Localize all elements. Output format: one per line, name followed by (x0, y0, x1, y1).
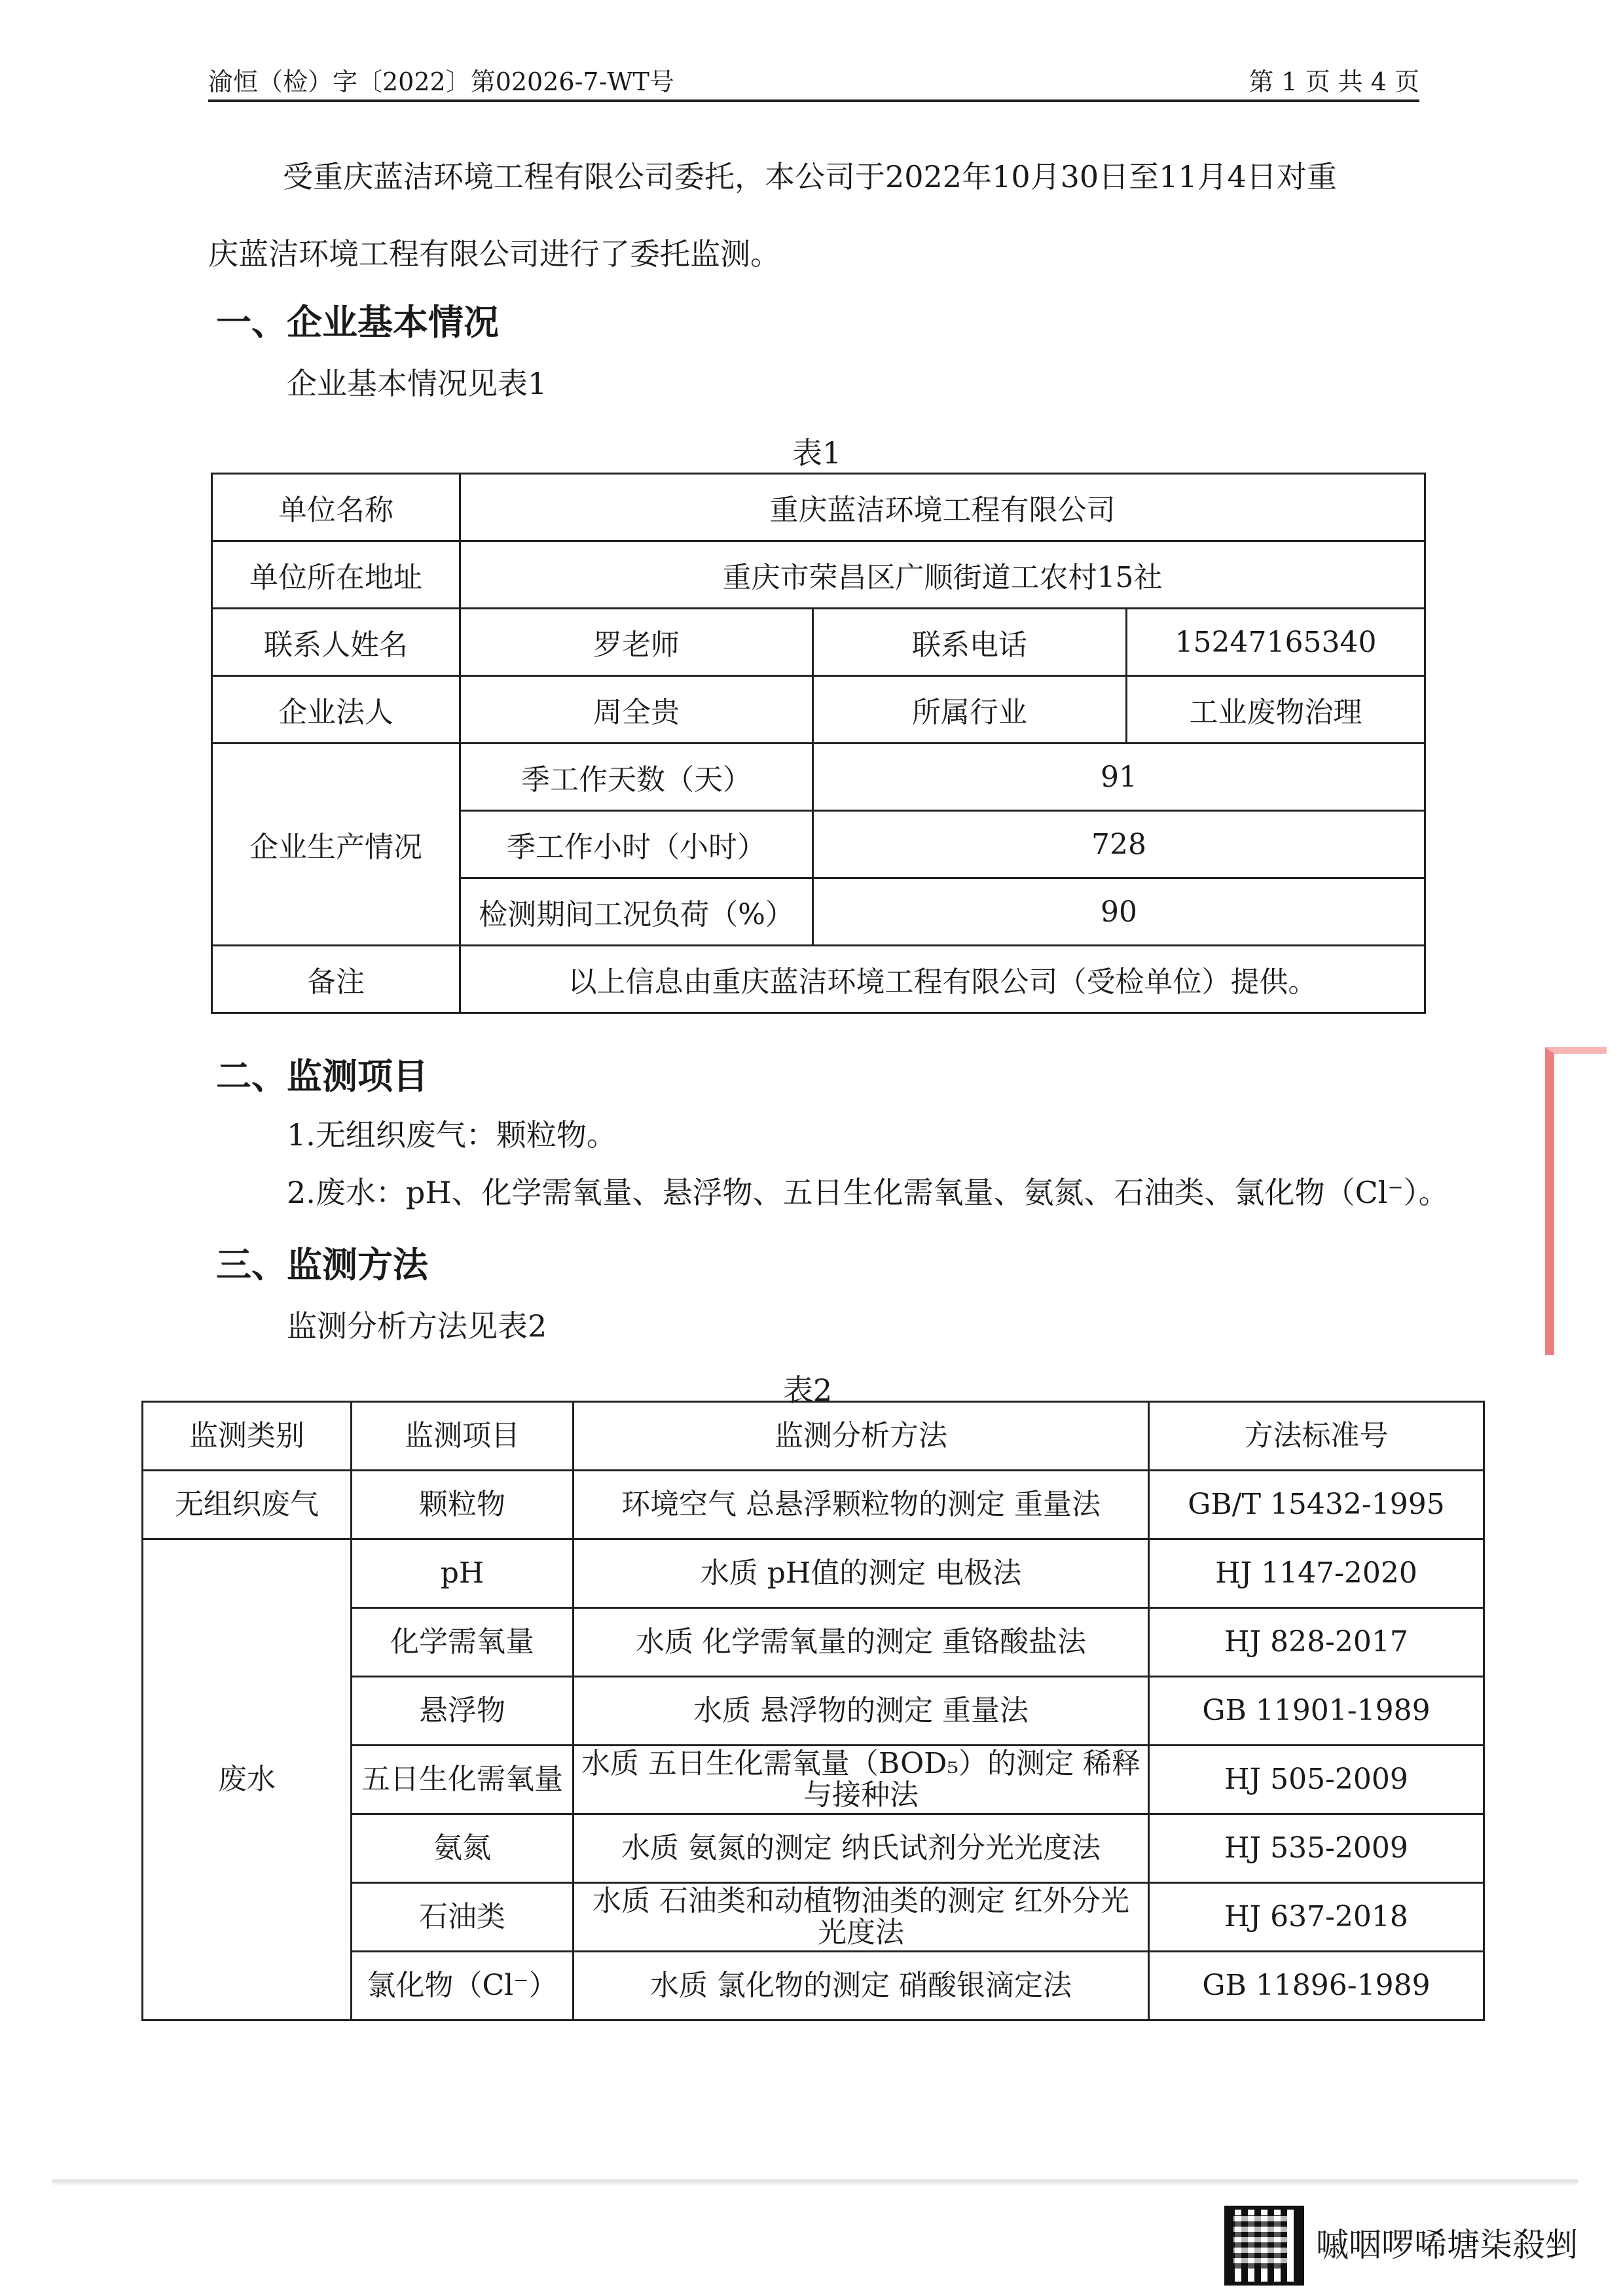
load-value: 90 (813, 878, 1425, 946)
section-2-heading: 二、监测项目 (216, 1056, 428, 1097)
methods-table (141, 1401, 1485, 2021)
table-header-row (143, 1402, 1484, 1471)
days-value: 91 (813, 744, 1425, 811)
water-method: 水质 氨氮的测定 纳氏试剂分光光度法 (574, 1814, 1149, 1883)
address-value: 重庆市荣昌区广顺街道工农村15社 (460, 541, 1425, 609)
water-item: pH (352, 1539, 574, 1608)
water-standard: GB 11901-1989 (1149, 1677, 1484, 1746)
header-item: 监测项目 (352, 1402, 574, 1471)
contact-label: 联系人姓名 (212, 609, 460, 676)
enterprise-info-table (211, 473, 1426, 1014)
intro-line-1: 受重庆蓝洁环境工程有限公司委托，本公司于2022年10月30日至11月4日对重 (283, 159, 1337, 194)
air-method: 环境空气 总悬浮颗粒物的测定 重量法 (574, 1471, 1149, 1539)
section-1-heading: 一、企业基本情况 (216, 302, 499, 343)
water-item: 石油类 (352, 1883, 574, 1952)
water-category: 废水 (143, 1539, 352, 2020)
air-category: 无组织废气 (143, 1471, 352, 1539)
intro-line-2: 庆蓝洁环境工程有限公司进行了委托监测。 (208, 236, 780, 272)
industry-value: 工业废物治理 (1127, 676, 1425, 744)
phone-value: 15247165340 (1127, 609, 1425, 676)
header-method: 监测分析方法 (574, 1402, 1149, 1471)
contact-value: 罗老师 (460, 609, 813, 676)
industry-label: 所属行业 (813, 676, 1127, 744)
red-seal-fragment (1545, 1047, 1607, 1355)
water-method: 水质 氯化物的测定 硝酸银滴定法 (574, 1952, 1149, 2020)
water-method: 水质 化学需氧量的测定 重铬酸盐法 (574, 1608, 1149, 1677)
table-1-caption: 表1 (792, 435, 842, 471)
production-label: 企业生产情况 (212, 744, 460, 946)
water-method: 水质 pH值的测定 电极法 (574, 1539, 1149, 1608)
table-row (212, 744, 1425, 811)
footer-text: 嘁咽啰唏塘柒殺剉 (1316, 2226, 1578, 2264)
hours-label: 季工作小时（小时） (460, 811, 813, 878)
unit-name-value: 重庆蓝洁环境工程有限公司 (460, 474, 1425, 541)
water-standard: HJ 828-2017 (1149, 1608, 1484, 1677)
days-label: 季工作天数（天） (460, 744, 813, 811)
header-category: 监测类别 (143, 1402, 352, 1471)
section-2-item-2: 2.废水：pH、化学需氧量、悬浮物、五日生化需氧量、氨氮、石油类、氯化物（Cl⁻）。 (287, 1175, 1449, 1210)
section-1-text: 企业基本情况见表1 (287, 366, 547, 401)
table-row (212, 474, 1425, 541)
legal-value: 周全贵 (460, 676, 813, 744)
water-standard: HJ 637-2018 (1149, 1883, 1484, 1952)
table-row (143, 1471, 1484, 1539)
table-row (212, 946, 1425, 1013)
air-item: 颗粒物 (352, 1471, 574, 1539)
legal-label: 企业法人 (212, 676, 460, 744)
header-standard: 方法标准号 (1149, 1402, 1484, 1471)
water-item: 氨氮 (352, 1814, 574, 1883)
water-item: 氯化物（Cl⁻） (352, 1952, 574, 2020)
remark-label: 备注 (212, 946, 460, 1013)
unit-name-label: 单位名称 (212, 474, 460, 541)
table-2-caption: 表2 (783, 1372, 833, 1408)
water-item: 悬浮物 (352, 1677, 574, 1746)
scan-edge (52, 2179, 1578, 2186)
water-method: 水质 石油类和动植物油类的测定 红外分光光度法 (574, 1883, 1149, 1952)
load-label: 检测期间工况负荷（%） (460, 878, 813, 946)
water-method: 水质 悬浮物的测定 重量法 (574, 1677, 1149, 1746)
water-item: 化学需氧量 (352, 1608, 574, 1677)
address-label: 单位所在地址 (212, 541, 460, 609)
water-standard: GB 11896-1989 (1149, 1952, 1484, 2020)
table-row (212, 676, 1425, 744)
phone-label: 联系电话 (813, 609, 1127, 676)
water-standard: HJ 1147-2020 (1149, 1539, 1484, 1608)
section-3-text: 监测分析方法见表2 (287, 1308, 547, 1344)
doc-number: 渝恒（检）字〔2022〕第02026-7-WT号 (208, 67, 674, 96)
water-item: 五日生化需氧量 (352, 1746, 574, 1814)
table-row (212, 609, 1425, 676)
page-header (208, 52, 1419, 102)
table-row (212, 541, 1425, 609)
section-2-item-1: 1.无组织废气：颗粒物。 (287, 1117, 617, 1153)
air-standard: GB/T 15432-1995 (1149, 1471, 1484, 1539)
water-standard: HJ 505-2009 (1149, 1746, 1484, 1814)
remark-value: 以上信息由重庆蓝洁环境工程有限公司（受检单位）提供。 (460, 946, 1425, 1013)
section-3-heading: 三、监测方法 (216, 1244, 428, 1285)
page-info: 第 1 页 共 4 页 (1249, 67, 1419, 96)
table-row (143, 1539, 1484, 1608)
water-method: 水质 五日生化需氧量（BOD₅）的测定 稀释与接种法 (574, 1746, 1149, 1814)
water-standard: HJ 535-2009 (1149, 1814, 1484, 1883)
hours-value: 728 (813, 811, 1425, 878)
qr-code-pattern (1233, 2215, 1287, 2269)
